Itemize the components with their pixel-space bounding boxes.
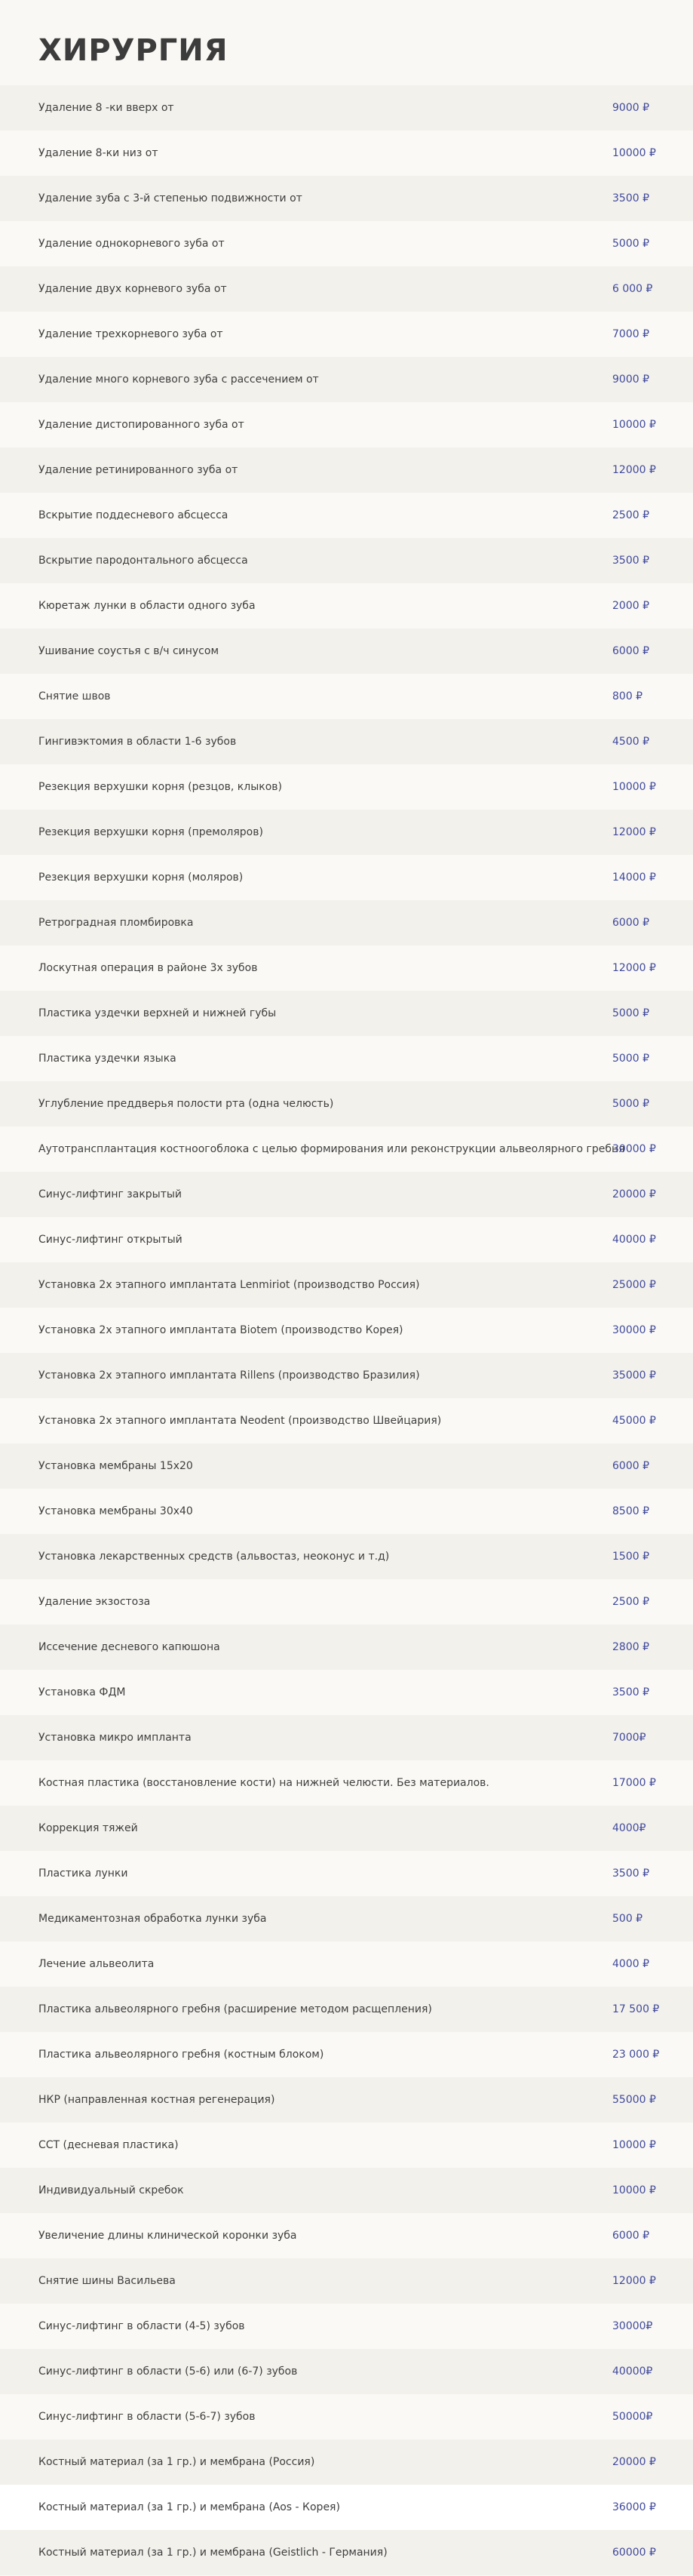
service-name: Гингивэктомия в области 1-6 зубов <box>38 736 237 748</box>
service-name: Удаление двух корневого зуба от <box>38 283 227 295</box>
service-price: 6000 ₽ <box>612 917 649 929</box>
price-row <box>0 266 693 312</box>
price-row <box>0 2304 693 2349</box>
service-price: 4000 ₽ <box>612 1958 649 1970</box>
service-price: 5000 ₽ <box>612 1053 649 1065</box>
service-name: Аутотрансплантация костноогоблока с целью формирования или реконструкции альвеолярного гребня <box>38 1143 625 1155</box>
service-price: 3500 ₽ <box>612 555 649 567</box>
service-name: Синус-лифтинг в области (5-6) или (6-7) зубов <box>38 2365 298 2378</box>
service-name: Удаление экзостоза <box>38 1596 151 1608</box>
price-row <box>0 402 693 447</box>
service-name: Иссечение десневого капюшона <box>38 1641 220 1653</box>
service-name: Установка 2х этапного имплантата Biotem (производство Корея) <box>38 1324 403 1336</box>
service-price: 3500 ₽ <box>612 1686 649 1698</box>
price-row <box>0 1398 693 1443</box>
service-name: Пластика альвеолярного гребня (костным блоком) <box>38 2049 324 2061</box>
price-row <box>0 1081 693 1127</box>
service-price: 2000 ₽ <box>612 600 649 612</box>
service-name: Вскрытие поддесневого абсцесса <box>38 509 228 521</box>
price-row <box>0 2349 693 2394</box>
service-name: Вскрытие пародонтального абсцесса <box>38 555 248 567</box>
service-name: Установка мембраны 15х20 <box>38 1460 193 1472</box>
service-name: Медикаментозная обработка лунки зуба <box>38 1913 267 1925</box>
service-price: 30000 ₽ <box>612 1143 656 1155</box>
service-name: Установка 2х этапного имплантата Lenmiriot (производство Россия) <box>38 1279 420 1291</box>
service-name: Костная пластика (восстановление кости) на нижней челюсти. Без материалов. <box>38 1777 489 1789</box>
service-name: Резекция верхушки корня (премоляров) <box>38 826 263 838</box>
price-row <box>0 1806 693 1851</box>
service-price: 30000₽ <box>612 2320 653 2332</box>
service-price: 25000 ₽ <box>612 1279 656 1291</box>
service-name: Удаление зуба с 3-й степенью подвижности от <box>38 192 302 204</box>
price-row <box>0 629 693 674</box>
service-name: Углубление преддверья полости рта (одна челюсть) <box>38 1098 334 1110</box>
service-price: 800 ₽ <box>612 690 643 702</box>
price-row <box>0 1308 693 1353</box>
service-name: Костный материал (за 1 гр.) и мембрана (Россия) <box>38 2456 315 2468</box>
section-title: ХИРУРГИЯ <box>38 33 228 68</box>
service-price: 35000 ₽ <box>612 1369 656 1382</box>
service-name: Пластика лунки <box>38 1867 128 1880</box>
price-row <box>0 764 693 810</box>
service-price: 5000 ₽ <box>612 1098 649 1110</box>
service-price: 23 000 ₽ <box>612 2049 660 2061</box>
price-row <box>0 674 693 719</box>
service-name: Пластика альвеолярного гребня (расширение методом расщепления) <box>38 2003 432 2015</box>
service-name: Пластика уздечки языка <box>38 1053 176 1065</box>
price-row <box>0 312 693 357</box>
price-row <box>0 1036 693 1081</box>
service-name: Индивидуальный скребок <box>38 2184 184 2196</box>
service-price: 4500 ₽ <box>612 736 649 748</box>
service-price: 10000 ₽ <box>612 147 656 159</box>
service-price: 20000 ₽ <box>612 1188 656 1200</box>
service-name: Удаление много корневого зуба с рассечением от <box>38 373 319 386</box>
service-name: Установка мембраны 30х40 <box>38 1505 193 1517</box>
service-price: 12000 ₽ <box>612 826 656 838</box>
service-price: 2500 ₽ <box>612 1596 649 1608</box>
service-price: 6000 ₽ <box>612 645 649 657</box>
price-row <box>0 1353 693 1398</box>
price-row <box>0 538 693 583</box>
service-name: Синус-лифтинг открытый <box>38 1234 182 1246</box>
service-name: Лечение альвеолита <box>38 1958 155 1970</box>
service-price: 12000 ₽ <box>612 2275 656 2287</box>
service-price: 10000 ₽ <box>612 781 656 793</box>
price-row <box>0 1760 693 1806</box>
service-name: Установка микро импланта <box>38 1732 192 1744</box>
service-name: Костный материал (за 1 гр.) и мембрана (Aos - Корея) <box>38 2501 340 2513</box>
price-row <box>0 719 693 764</box>
price-row <box>0 85 693 131</box>
service-price: 10000 ₽ <box>612 419 656 431</box>
price-table <box>0 85 693 2575</box>
service-price: 36000 ₽ <box>612 2501 656 2513</box>
service-price: 14000 ₽ <box>612 871 656 884</box>
service-name: Удаление ретинированного зуба от <box>38 464 238 476</box>
price-row <box>0 2213 693 2258</box>
service-price: 17000 ₽ <box>612 1777 656 1789</box>
price-row <box>0 2394 693 2439</box>
price-row <box>0 583 693 629</box>
service-price: 5000 ₽ <box>612 238 649 250</box>
service-price: 17 500 ₽ <box>612 2003 660 2015</box>
service-name: Снятие шины Васильева <box>38 2275 176 2287</box>
service-name: Резекция верхушки корня (моляров) <box>38 871 244 884</box>
service-price: 6000 ₽ <box>612 2230 649 2242</box>
service-price: 12000 ₽ <box>612 962 656 974</box>
service-price: 10000 ₽ <box>612 2139 656 2151</box>
service-name: Синус-лифтинг в области (5-6-7) зубов <box>38 2411 256 2423</box>
service-price: 10000 ₽ <box>612 2184 656 2196</box>
service-price: 40000 ₽ <box>612 1234 656 1246</box>
price-row <box>0 493 693 538</box>
service-name: Установка лекарственных средств (альвостаз, неоконус и т.д) <box>38 1551 390 1563</box>
service-name: Установка 2х этапного имплантата Rillens (производство Бразилия) <box>38 1369 420 1382</box>
price-row <box>0 810 693 855</box>
service-price: 6000 ₽ <box>612 1460 649 1472</box>
price-row <box>0 1127 693 1172</box>
price-row <box>0 1443 693 1489</box>
service-name: Резекция верхушки корня (резцов, клыков) <box>38 781 282 793</box>
service-name: Пластика уздечки верхней и нижней губы <box>38 1007 277 1019</box>
service-name: Лоскутная операция в районе 3х зубов <box>38 962 258 974</box>
service-name: Удаление однокорневого зуба от <box>38 238 225 250</box>
service-name: Удаление дистопированного зуба от <box>38 419 244 431</box>
price-row <box>0 1579 693 1625</box>
service-name: Ушивание соустья с в/ч синусом <box>38 645 219 657</box>
price-row <box>0 2123 693 2168</box>
price-row <box>0 1172 693 1217</box>
service-price: 2500 ₽ <box>612 509 649 521</box>
service-name: Ретроградная пломбировка <box>38 917 194 929</box>
service-price: 8500 ₽ <box>612 1505 649 1517</box>
price-row <box>0 2485 693 2530</box>
service-price: 4000₽ <box>612 1822 646 1834</box>
service-price: 3500 ₽ <box>612 192 649 204</box>
service-price: 500 ₽ <box>612 1913 643 1925</box>
price-row <box>0 1715 693 1760</box>
service-name: Синус-лифтинг закрытый <box>38 1188 182 1200</box>
service-price: 55000 ₽ <box>612 2094 656 2106</box>
service-price: 1500 ₽ <box>612 1551 649 1563</box>
service-price: 30000 ₽ <box>612 1324 656 1336</box>
price-row <box>0 1941 693 1987</box>
service-name: Увеличение длины клинической коронки зуба <box>38 2230 297 2242</box>
service-price: 45000 ₽ <box>612 1415 656 1427</box>
price-row <box>0 131 693 176</box>
price-row <box>0 221 693 266</box>
service-name: Костный материал (за 1 гр.) и мембрана (Geistlich - Германия) <box>38 2547 388 2559</box>
service-price: 6 000 ₽ <box>612 283 653 295</box>
service-name: Снятие швов <box>38 690 111 702</box>
service-price: 9000 ₽ <box>612 102 649 114</box>
service-name: НКР (направленная костная регенерация) <box>38 2094 275 2106</box>
price-row <box>0 900 693 945</box>
price-row <box>0 2258 693 2304</box>
price-row <box>0 1262 693 1308</box>
price-row <box>0 1625 693 1670</box>
price-row <box>0 1670 693 1715</box>
price-row <box>0 1987 693 2032</box>
price-row <box>0 1217 693 1262</box>
service-name: Удаление 8-ки низ от <box>38 147 158 159</box>
service-price: 7000₽ <box>612 1732 646 1744</box>
price-row <box>0 2439 693 2485</box>
price-row <box>0 1851 693 1896</box>
service-name: Установка ФДМ <box>38 1686 126 1698</box>
service-price: 12000 ₽ <box>612 464 656 476</box>
service-name: Установка 2х этапного имплантата Neodent (производство Швейцария) <box>38 1415 442 1427</box>
service-price: 50000₽ <box>612 2411 653 2423</box>
price-row <box>0 2032 693 2077</box>
service-name: Коррекция тяжей <box>38 1822 138 1834</box>
service-price: 9000 ₽ <box>612 373 649 386</box>
price-row <box>0 945 693 991</box>
price-row <box>0 1896 693 1941</box>
price-row <box>0 2077 693 2123</box>
service-price: 20000 ₽ <box>612 2456 656 2468</box>
price-row <box>0 991 693 1036</box>
price-row <box>0 447 693 493</box>
service-name: Синус-лифтинг в области (4-5) зубов <box>38 2320 245 2332</box>
service-price: 3500 ₽ <box>612 1867 649 1880</box>
price-row <box>0 357 693 402</box>
service-price: 5000 ₽ <box>612 1007 649 1019</box>
service-name: Удаление трехкорневого зуба от <box>38 328 223 340</box>
service-price: 7000 ₽ <box>612 328 649 340</box>
price-row <box>0 855 693 900</box>
price-row <box>0 176 693 221</box>
service-price: 2800 ₽ <box>612 1641 649 1653</box>
service-name: ССТ (десневая пластика) <box>38 2139 179 2151</box>
service-name: Кюретаж лунки в области одного зуба <box>38 600 256 612</box>
service-name: Удаление 8 -ки вверх от <box>38 102 174 114</box>
service-price: 60000 ₽ <box>612 2547 656 2559</box>
price-row <box>0 1534 693 1579</box>
price-row <box>0 1489 693 1534</box>
service-price: 40000₽ <box>612 2365 653 2378</box>
price-row <box>0 2168 693 2213</box>
price-row <box>0 2530 693 2575</box>
